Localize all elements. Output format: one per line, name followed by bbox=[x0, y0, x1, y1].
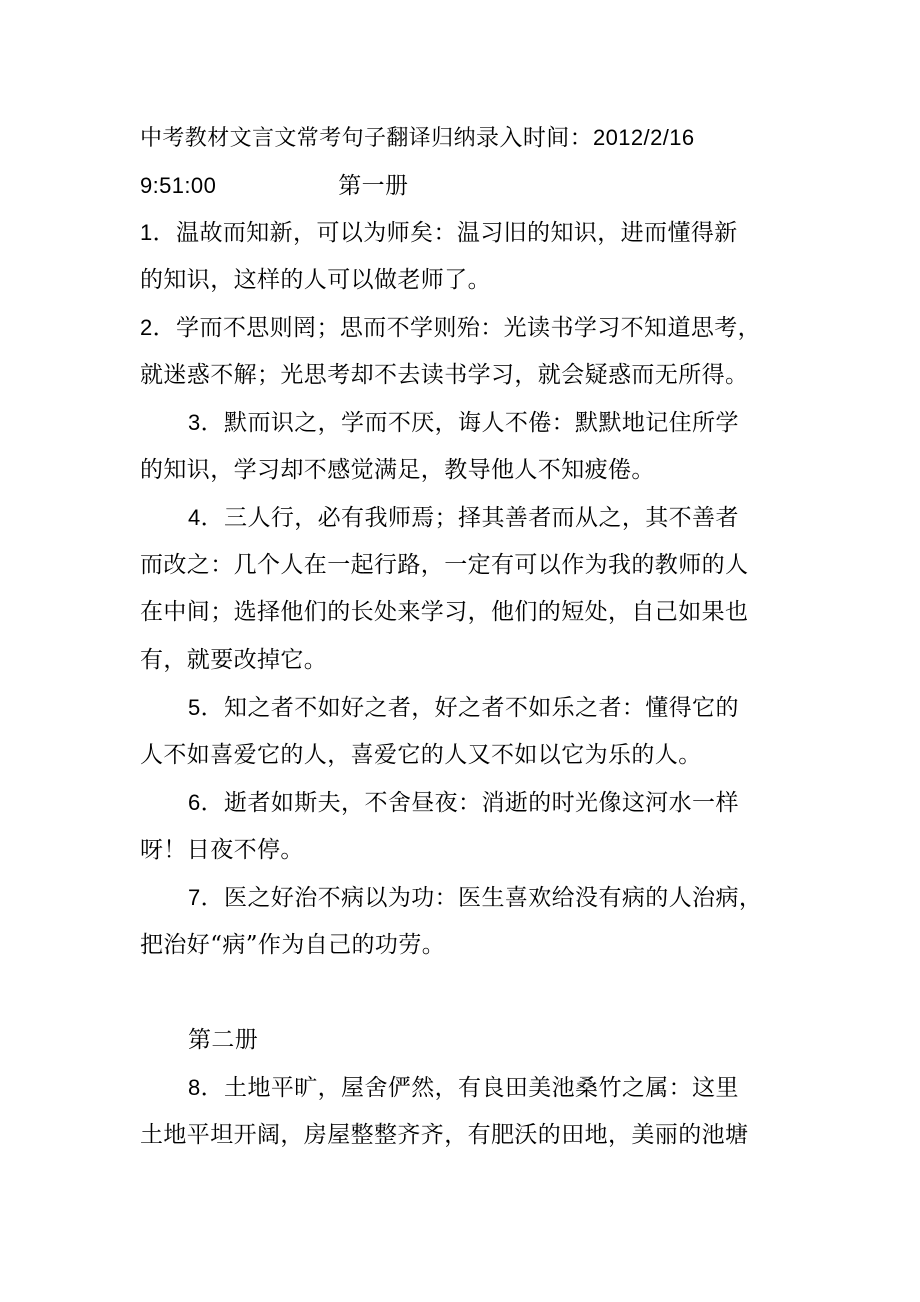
paragraph-line bbox=[140, 1112, 785, 1160]
entry-time-label: 录入时间： bbox=[476, 125, 594, 151]
paragraph-line bbox=[140, 542, 785, 590]
paragraph-text: ．知之者不如好之者，好之者不如乐之者：懂得它的 bbox=[200, 695, 739, 721]
paragraph-line bbox=[140, 922, 785, 970]
paragraph-text: ．三人行，必有我师焉；择其善者而从之，其不善者 bbox=[200, 505, 739, 531]
paragraph-line bbox=[140, 874, 785, 922]
paragraph-text: 土地平坦开阔，房屋整整齐齐，有肥沃的田地，美丽的池塘 bbox=[140, 1121, 749, 1148]
paragraph-text: 有，就要改掉它。 bbox=[140, 646, 328, 673]
time-volume-line bbox=[140, 162, 785, 210]
paragraph-line bbox=[140, 209, 785, 257]
paragraph-line bbox=[140, 732, 785, 780]
paragraph-line bbox=[140, 637, 785, 685]
item-number: 2 bbox=[140, 315, 153, 340]
item-number: 7 bbox=[188, 885, 201, 910]
entry-date: 2012/2/16 bbox=[593, 125, 695, 150]
paragraph-line bbox=[140, 779, 785, 827]
entry-time: 9:51:00 bbox=[140, 172, 217, 198]
paragraph-text: ．温故而知新，可以为师矣：温习旧的知识，进而懂得新 bbox=[152, 220, 738, 246]
paragraph-line bbox=[140, 494, 785, 542]
paragraph-line bbox=[140, 399, 785, 447]
paragraph-text: ．默而识之，学而不厌，诲人不倦：默默地记住所学 bbox=[200, 410, 739, 436]
paragraph-line bbox=[140, 304, 785, 352]
title-line bbox=[140, 114, 785, 162]
paragraph-text: 在中间；选择他们的长处来学习，他们的短处，自己如果也 bbox=[140, 599, 749, 625]
item-number: 5 bbox=[188, 695, 201, 720]
paragraph-text: ．土地平旷，屋舍俨然，有良田美池桑竹之属：这里 bbox=[200, 1075, 739, 1101]
paragraph-text: 呀！日夜不停。 bbox=[140, 836, 304, 863]
paragraph-text: 人不如喜爱它的人，喜爱它的人又不如以它为乐的人。 bbox=[140, 741, 702, 768]
paragraph-line bbox=[140, 589, 785, 637]
paragraph-line bbox=[140, 1064, 785, 1112]
item-number: 1 bbox=[140, 220, 153, 245]
paragraph-text: 的知识，学习却不感觉满足，教导他人不知疲倦。 bbox=[140, 456, 655, 483]
item-number: 3 bbox=[188, 410, 201, 435]
paragraph-line bbox=[140, 352, 785, 400]
paragraph-text: 的知识，这样的人可以做老师了。 bbox=[140, 266, 491, 293]
item-number: 8 bbox=[188, 1075, 201, 1100]
paragraph-line bbox=[140, 257, 785, 305]
document-page bbox=[140, 114, 785, 1159]
document-title: 中考教材文言文常考句子翻译归纳 bbox=[140, 126, 477, 151]
paragraph-line bbox=[140, 447, 785, 495]
paragraph-text: 就迷惑不解；光思考却不去读书学习，就会疑惑而无所得。 bbox=[140, 361, 749, 388]
volume-2-heading: 第二册 bbox=[188, 1026, 259, 1053]
item-number: 4 bbox=[188, 505, 201, 530]
paragraph-text: 而改之：几个人在一起行路，一定有可以作为我的教师的人 bbox=[140, 551, 749, 578]
paragraph-text: ．逝者如斯夫，不舍昼夜：消逝的时光像这河水一样 bbox=[200, 790, 739, 816]
paragraph-text: ．学而不思则罔；思而不学则殆：光读书学习不知道思考， bbox=[152, 315, 762, 341]
volume-1-heading: 第一册 bbox=[338, 172, 409, 199]
volume-2-line bbox=[140, 1017, 785, 1065]
item-number: 6 bbox=[188, 790, 201, 815]
paragraph-line bbox=[140, 827, 785, 875]
paragraph-text: ．医之好治不病以为功：医生喜欢给没有病的人治病， bbox=[200, 885, 763, 911]
paragraph-line bbox=[140, 684, 785, 732]
paragraph-text: 把治好“病”作为自己的功劳。 bbox=[140, 931, 446, 958]
blank-line bbox=[140, 969, 785, 1017]
